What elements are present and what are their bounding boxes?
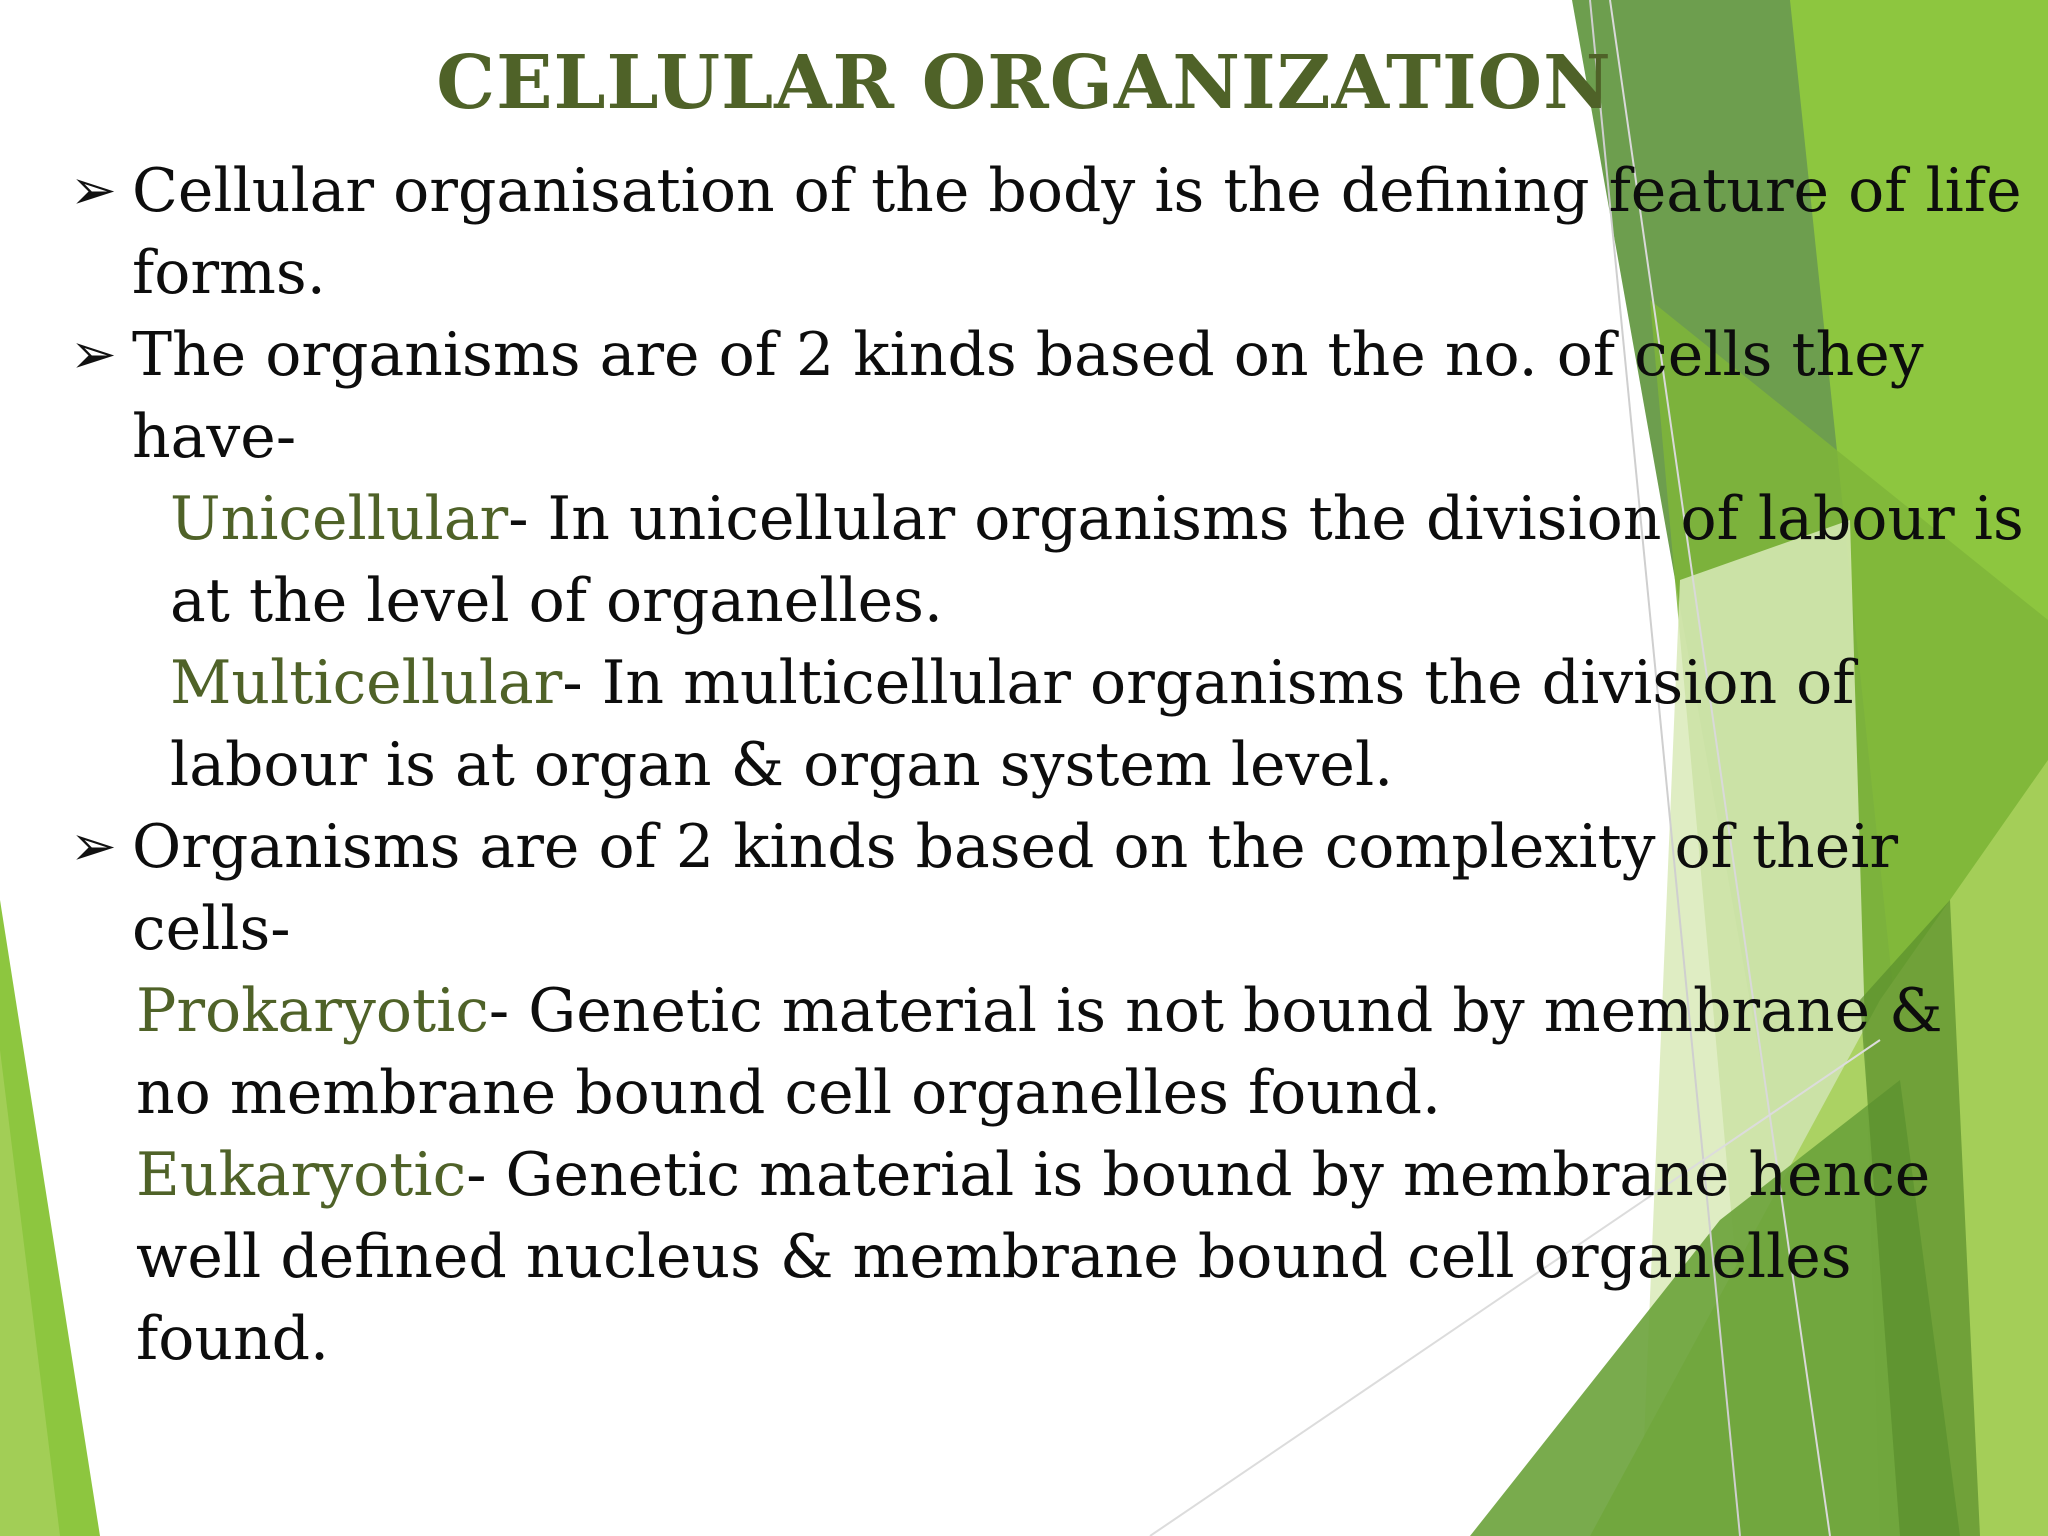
- arrow-bullet-icon: ➢: [70, 814, 117, 879]
- definition-multicellular: - In multicellular organisms the division of labour is at organ & organ system level.: [170, 648, 1855, 800]
- arrow-bullet-icon: ➢: [70, 158, 117, 223]
- term-unicellular: Unicellular: [170, 484, 509, 554]
- arrow-bullet-icon: ➢: [70, 322, 117, 387]
- bullet-item: [70, 806, 2030, 970]
- term-eukaryotic: Eukaryotic: [136, 1140, 467, 1210]
- definition-eukaryotic: - Genetic material is bound by membrane hence well defined nucleus & membrane bound cell organelles found.: [136, 1140, 1931, 1374]
- bullet-text: The organisms are of 2 kinds based on the no. of cells they have-: [132, 320, 1924, 472]
- term-multicellular: Multicellular: [170, 648, 563, 718]
- bullet-text: Organisms are of 2 kinds based on the complexity of their cells-: [132, 812, 1899, 964]
- bullet-item: [70, 150, 2030, 314]
- sub-item-multicellular: [70, 642, 2030, 806]
- definition-unicellular: - In unicellular organisms the division of labour is at the level of organelles.: [170, 484, 2024, 636]
- slide-content: [70, 150, 2030, 1380]
- sub-item-prokaryotic: [70, 970, 2030, 1134]
- sub-item-unicellular: [70, 478, 2030, 642]
- bullet-item: [70, 314, 2030, 478]
- slide-title: CELLULAR ORGANIZATION: [436, 40, 1612, 126]
- bullet-text: Cellular organisation of the body is the defining feature of life forms.: [132, 156, 2022, 308]
- sub-item-eukaryotic: [70, 1134, 2030, 1380]
- definition-prokaryotic: - Genetic material is not bound by membrane & no membrane bound cell organelles found.: [136, 976, 1943, 1128]
- term-prokaryotic: Prokaryotic: [136, 976, 489, 1046]
